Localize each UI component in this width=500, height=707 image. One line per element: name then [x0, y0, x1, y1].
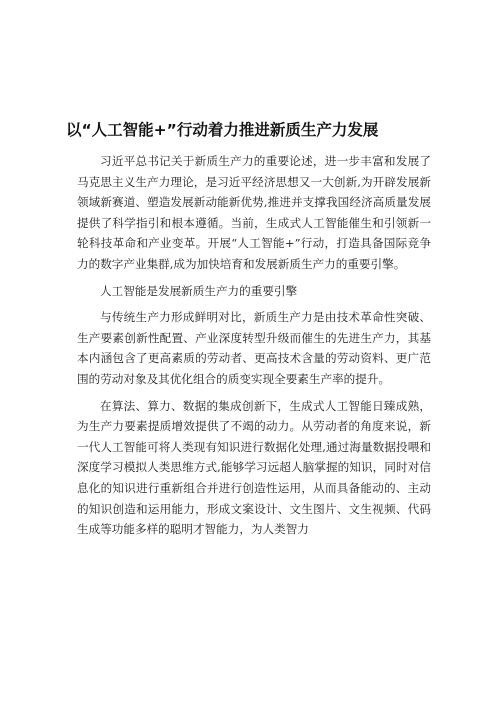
paragraph-intro: 习近平总书记关于新质生产力的重要论述，进一步丰富和发展了马克思主义生产力理论，是习近平经济思想又一大创新,为开辟发展新领域新赛道、塑造发展新动能新优势,推进并支撑我国经济高质量发展提供了科学指引和根本遵循。当前，生成式人工智能催生和引领新一轮科技革命和产业变革。开展“人工智能+”行动，打造具备国际竞争力的数字产业集群,成为加快培育和发展新质生产力的重要引擎。: [77, 154, 431, 271]
document-title: 以“人工智能+”行动着力推进新质生产力发展: [66, 121, 379, 139]
document-body: [77, 151, 431, 540]
paragraph-ai-analysis: 在算法、算力、数据的集成创新下，生成式人工智能日臻成熟，为生产力要素提质增效提供了不竭的动力。从劳动者的角度来说，新一代人工智能可将人类现有知识进行数据化处理,通过海量数据投喂和深度学习模拟人类思维方式,能够学习远超人脑掌握的知识，同时对信息化的知识进行重新组合并进行创造性运用，从而具备能动的、主动的知识创造和运用能力，形成文案设计、文生图片、文生视频、代码生成等功能多样的聪明才智能力，为人类智力: [77, 398, 431, 537]
section-heading: 人工智能是发展新质生产力的重要引擎: [100, 283, 298, 298]
paragraph-definition: 与传统生产力形成鲜明对比，新质生产力是由技术革命性突破、生产要素创新性配置、产业深度转型升级而催生的先进生产力，其基本内涵包含了更高素质的劳动者、更高技术含量的劳动资料、更广范围的劳动对象及其优化组合的质变实现全要素生产率的提升。: [77, 310, 431, 386]
